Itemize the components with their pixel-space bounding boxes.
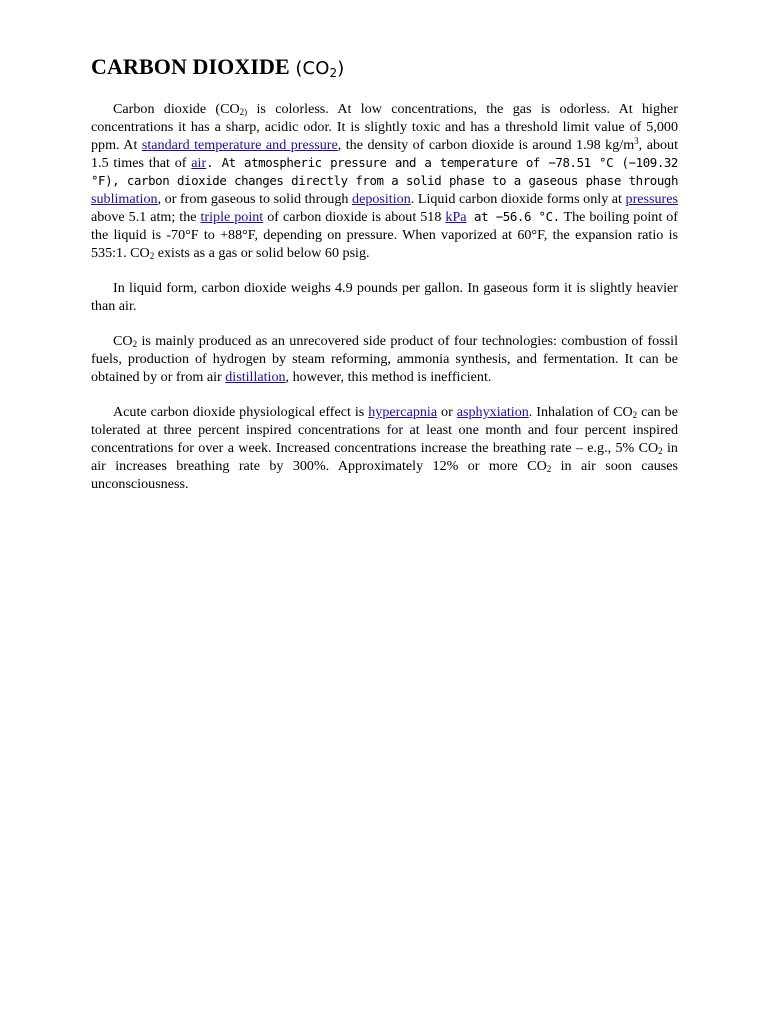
text-segment: , about 1.5 times that of xyxy=(91,137,679,171)
text-segment: at −56.6 °C. xyxy=(466,209,560,224)
text-segment: At atmospheric pressure and a temperature of −78.51 °C (−109.32 °F), carbon dioxide changes directly from a solid phase to a gaseous phase through xyxy=(91,155,678,188)
text-segment: . Inhalation of CO xyxy=(528,404,633,420)
link-deposition[interactable]: deposition xyxy=(352,191,411,207)
text-segment: Carbon dioxide (CO xyxy=(113,101,240,117)
text-segment: can be tolerated at three percent inspired concentrations for at least one month and four percent inspired concentrations for over a week. Increased concentrations increase the breathing rate – e.g., 5% CO xyxy=(91,404,678,456)
document-page xyxy=(91,52,678,510)
link-sublimation[interactable]: sublimation xyxy=(91,191,158,207)
paragraph-properties xyxy=(91,100,678,262)
title-main: CARBON DIOXIDE xyxy=(91,54,296,79)
text-segment: . xyxy=(206,155,214,170)
superscript: 3 xyxy=(634,136,639,146)
title-formula-open: (CO xyxy=(295,58,330,79)
text-segment: The boiling point of the liquid is -70°F to +88°F, depending on pressure. When vaporized at 60°F, the expansion ratio is 535:1. CO xyxy=(91,209,678,261)
subscript: 2 xyxy=(149,251,155,261)
link-kpa[interactable]: kPa xyxy=(445,209,467,225)
text-segment: above 5.1 atm; the xyxy=(91,209,201,225)
title-formula-close: ) xyxy=(337,58,345,79)
link-pressures[interactable]: pressures xyxy=(625,191,678,207)
title-formula-subscript: 2 xyxy=(329,66,338,80)
subscript: 2) xyxy=(239,107,248,117)
text-segment: CO xyxy=(113,333,133,349)
text-segment: exists as a gas or solid below 60 psig. xyxy=(154,245,370,261)
page-title xyxy=(91,52,678,84)
subscript: 2 xyxy=(546,464,552,474)
text-segment: in air soon causes unconsciousness. xyxy=(91,458,678,492)
link-air[interactable]: air xyxy=(191,155,207,171)
title-formula xyxy=(295,58,344,79)
paragraph-liquid-form xyxy=(91,279,678,315)
text-segment: in air increases breathing rate by 300%. Approximately 12% or more CO xyxy=(91,440,678,474)
text-segment: of carbon dioxide is about 518 xyxy=(263,209,446,225)
text-segment: In liquid form, carbon dioxide weighs 4.9 pounds per gallon. In gaseous form it is slightly heavier than air. xyxy=(91,280,678,314)
paragraph-production xyxy=(91,332,678,386)
link-standard-temperature-and-pressure[interactable]: standard temperature and pressure xyxy=(141,137,338,153)
paragraph-physiological-effects xyxy=(91,403,678,493)
subscript: 2 xyxy=(132,339,138,349)
subscript: 2 xyxy=(632,410,638,420)
link-hypercapnia[interactable]: hypercapnia xyxy=(368,404,438,420)
text-segment: Acute carbon dioxide physiological effect is xyxy=(113,404,369,420)
text-segment: . Liquid carbon dioxide forms only at xyxy=(410,191,626,207)
text-segment: is colorless. At low concentrations, the gas is odorless. At higher concentrations it has a sharp, acidic odor. It is slightly toxic and has a threshold limit value of 5,000 ppm. At xyxy=(91,101,678,153)
text-segment: , however, this method is inefficient. xyxy=(285,369,492,385)
link-distillation[interactable]: distillation xyxy=(225,369,286,385)
link-asphyxiation[interactable]: asphyxiation xyxy=(456,404,529,420)
text-segment: or xyxy=(437,404,457,420)
text-segment: is mainly produced as an unrecovered side product of four technologies: combustion of fossil fuels, production of hydrogen by steam reforming, ammonia synthesis, and fermentation. It can be obtained by or from air xyxy=(91,333,678,385)
text-segment: , or from gaseous to solid through xyxy=(157,191,353,207)
link-triple-point[interactable]: triple point xyxy=(200,209,264,225)
subscript: 2 xyxy=(658,446,663,456)
text-segment: , the density of carbon dioxide is around 1.98 kg/m xyxy=(337,137,635,153)
